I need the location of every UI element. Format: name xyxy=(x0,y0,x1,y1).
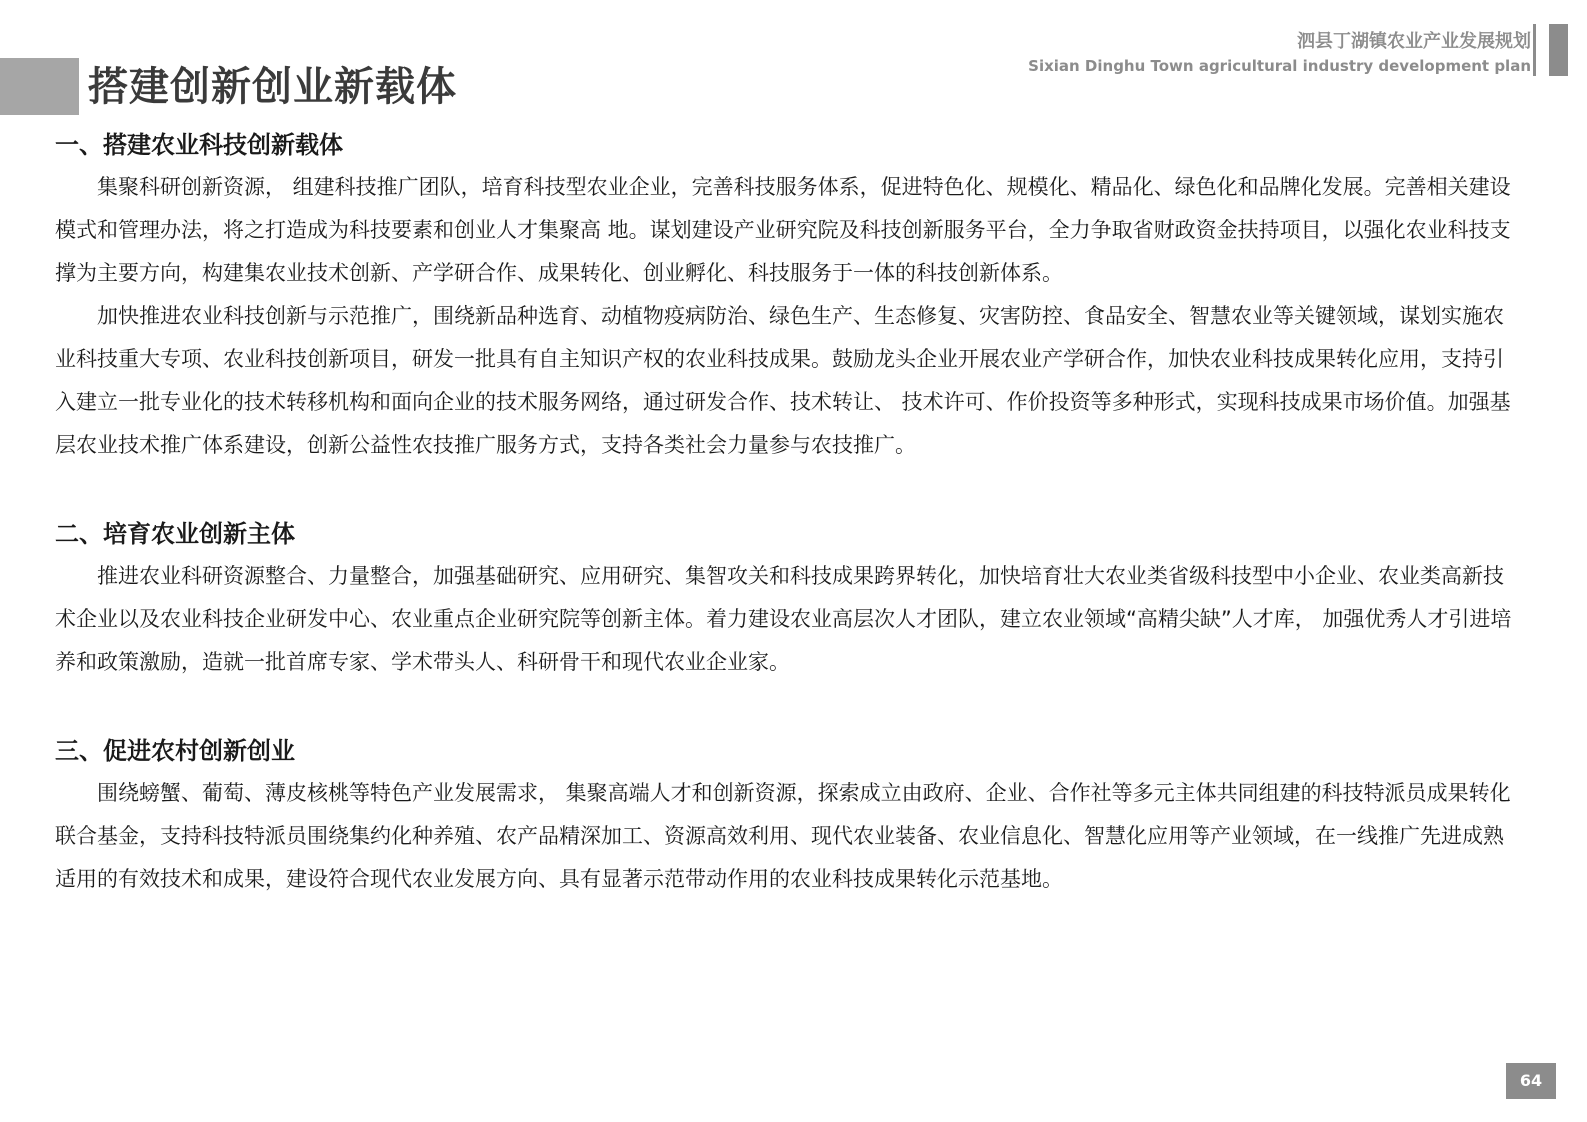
section-heading: 二、培育农业创新主体 xyxy=(55,520,295,548)
header-divider-thick xyxy=(1549,24,1568,76)
section-paragraph: 推进农业科研资源整合、力量整合，加强基础研究、应用研究、集智攻关和科技成果跨界转化，加快培育壮大农业类省级科技型中小企业、农业类高新技术企业以及农业科技企业研发中心、农业重点企业研究院等创新主体。着力建设农业高层次人才团队，建立农业领域“高精尖缺”人才库， 加强优秀人才引进培养和政策激励，造就一批首席专家、学术带头人、科研骨干和现代农业企业家。 xyxy=(55,564,1512,674)
section-heading: 一、搭建农业科技创新载体 xyxy=(55,131,343,159)
page-title: 搭建创新创业新载体 xyxy=(88,64,457,110)
section-spacer xyxy=(55,467,1520,513)
section-paragraph: 加快推进农业科技创新与示范推广，围绕新品种选育、动植物疫病防治、绿色生产、生态修复、灾害防控、食品安全、智慧农业等关键领域，谋划实施农业科技重大专项、农业科技创新项目，研发一批具有自主知识产权的农业科技成果。鼓励龙头企业开展农业产学研合作，加快农业科技成果转化应用，支持引入建立一批专业化的技术转移机构和面向企业的技术服务网络，通过研发合作、技术转让、 技术许可、作价投资等多种形式，实现科技成果市场价值。加强基层农业技术推广体系建设，创新公益性农技推广服务方式，支持各类社会力量参与农技推广。 xyxy=(55,304,1511,457)
header-title-en: Sixian Dinghu Town agricultural industry development plan xyxy=(1028,57,1531,75)
section-2 xyxy=(55,513,1520,684)
section-heading: 三、促进农村创新创业 xyxy=(55,737,295,765)
section-1 xyxy=(55,124,1520,467)
header-divider-thin xyxy=(1533,24,1536,76)
page-number: 64 xyxy=(1506,1063,1556,1099)
section-paragraph: 围绕螃蟹、葡萄、薄皮核桃等特色产业发展需求， 集聚高端人才和创新资源，探索成立由政府、企业、合作社等多元主体共同组建的科技特派员成果转化联合基金，支持科技特派员围绕集约化种养殖、农产品精深加工、资源高效利用、现代农业装备、农业信息化、智慧化应用等产业领域，在一线推广先进成熟适用的有效技术和成果，建设符合现代农业发展方向、具有显著示范带动作用的农业科技成果转化示范基地。 xyxy=(55,781,1511,891)
page-content xyxy=(55,124,1520,901)
title-accent-block xyxy=(0,58,79,115)
header-title-cn: 泗县丁湖镇农业产业发展规划 xyxy=(1297,31,1531,52)
section-3 xyxy=(55,730,1520,901)
document-header xyxy=(1028,28,1531,76)
section-paragraph: 集聚科研创新资源， 组建科技推广团队，培育科技型农业企业，完善科技服务体系，促进特色化、规模化、精品化、绿色化和品牌化发展。完善相关建设模式和管理办法，将之打造成为科技要素和创业人才集聚高 地。谋划建设产业研究院及科技创新服务平台，全力争取省财政资金扶持项目，以强化农业科技支撑为主要方向，构建集农业技术创新、产学研合作、成果转化、创业孵化、科技服务于一体的科技创新体系。 xyxy=(55,175,1511,285)
section-spacer xyxy=(55,684,1520,730)
